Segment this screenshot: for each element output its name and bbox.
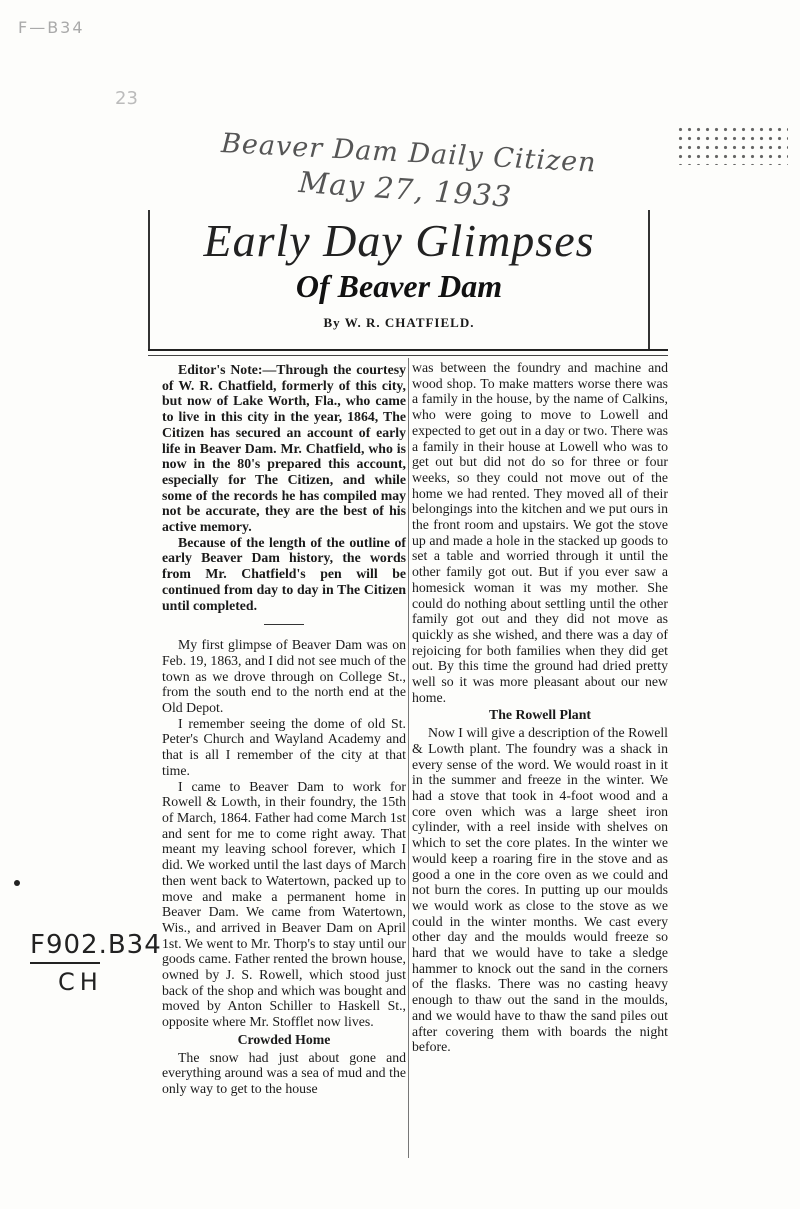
archive-stamp: F—B34 [18,18,85,37]
handwritten-source: Beaver Dam Daily Citizen [220,128,598,179]
headline-title: Early Day Glimpses [203,215,595,266]
editors-note-continued: Because of the length of the outline of early Beaver Dam history, the words from Mr. Chatfield's pen will be continued from day to day in The Citizen until completed. [162,534,406,613]
column-divider [408,358,409,1158]
handwritten-call-number: F902.B34 [30,930,162,960]
subheading: Crowded Home [237,1031,331,1047]
editors-note: Editor's Note:—Through the courtesy of W. R. Chatfield, formerly of this city, but now of Lake Worth, Fla., who came to live in this city in the year, 1864, The Citizen has secured an account of early life in Beaver Dam. Mr. Chatfield, who is now in the 80's prepared this account, especially for The Citizen, and while some of the records he has compiled may not be accurate, they are the best of his active memory. [162,362,406,535]
article-paragraph: was between the foundry and machine and wood shop. To make matters worse there was a family in the house, by the name of Calkins, who were going to move to Lowell and expected to get out in a day or two. There was a family in their house at Lowell who was to get out but did not do so for three or four weeks, so they could not move out of the home we had rented. They moved all of their belongings into the kitchen and we put ours in the front room and upstairs. We got the stove up and made a hole in the stacked up goods to set a table and worried through it until the other family got out. But if you ever saw a homesick woman it was my mother. She could do nothing about settling until the other family got out and they did not move as quickly as she wished, and there was a day of rejoicing for both families when they did get out. By this time the ground had dried pretty well so it was more pleasant about our new home. [412,360,668,705]
article-column-left [162,362,406,1097]
article-paragraph: I came to Beaver Dam to work for Rowell & Lowth, in their foundry, the 15th of March, 1864. Father had come March 1st and sent for me to come right away. That meant my leaving school forever, which I did. We worked until the last days of March then went back to Watertown, packed up to move and make a permanent home in Beaver Dam. We came from Watertown, Wis., and arrived in Beaver Dam on April 1st. We went to Mr. Thorp's to stay until our goods came. Father rented the brown house, owned by J. S. Rowell, which stood just back of the shop and which was bought and moved by Anton Schiller to Haskell St., opposite where Mr. Stofflet now lives. [162,778,406,1030]
headline-subtitle: Of Beaver Dam [295,268,503,304]
page-number-mark: 23 [115,88,138,109]
article-paragraph: Now I will give a description of the Rowell & Lowth plant. The foundry was a shack in every sense of the word. We would roast in it in the summer and freeze in the winter. We had a stove that took in 4-foot wood and a core oven which was a large sheet iron cylinder, with a reel inside with shelves on which to set the core plates. In the winter we would keep a roaring fire in the stove and as good a one in the core oven as we could and not burn the cores. In putting up our moulds we would work as close to the stove as we could in the winter months. We cast every other day and the moulds would freeze so hard that we would have to take a sledge hammer to knock out the sand in the corners of the flasks. There was no casting heavy enough to thaw out the sand in the moulds, and we would have to thaw the sand piles out after covering them with boards the night before. [412,725,668,1055]
byline: By W. R. CHATFIELD. [323,315,475,330]
punch-hole-pattern [676,125,788,165]
handwritten-date: May 27, 1933 [297,165,514,214]
subheading: The Rowell Plant [489,707,591,723]
headline-box [148,210,650,350]
handwritten-call-suffix: CH [58,968,103,996]
section-separator [264,624,304,625]
article-column-right [412,360,668,1055]
article-paragraph: I remember seeing the dome of old St. Peter's Church and Wayland Academy and that is all I remember of the city at that time. [162,715,406,778]
call-number-underline [30,962,100,964]
margin-dot [14,880,20,886]
article-paragraph: My first glimpse of Beaver Dam was on Feb. 19, 1863, and I did not see much of the town as we drove through on College St., from the south end to the north end at the Old Depot. [162,637,406,716]
headline-rule [148,349,668,356]
article-paragraph: The snow had just about gone and everything around was a sea of mud and the only way to get to the house [162,1049,406,1096]
